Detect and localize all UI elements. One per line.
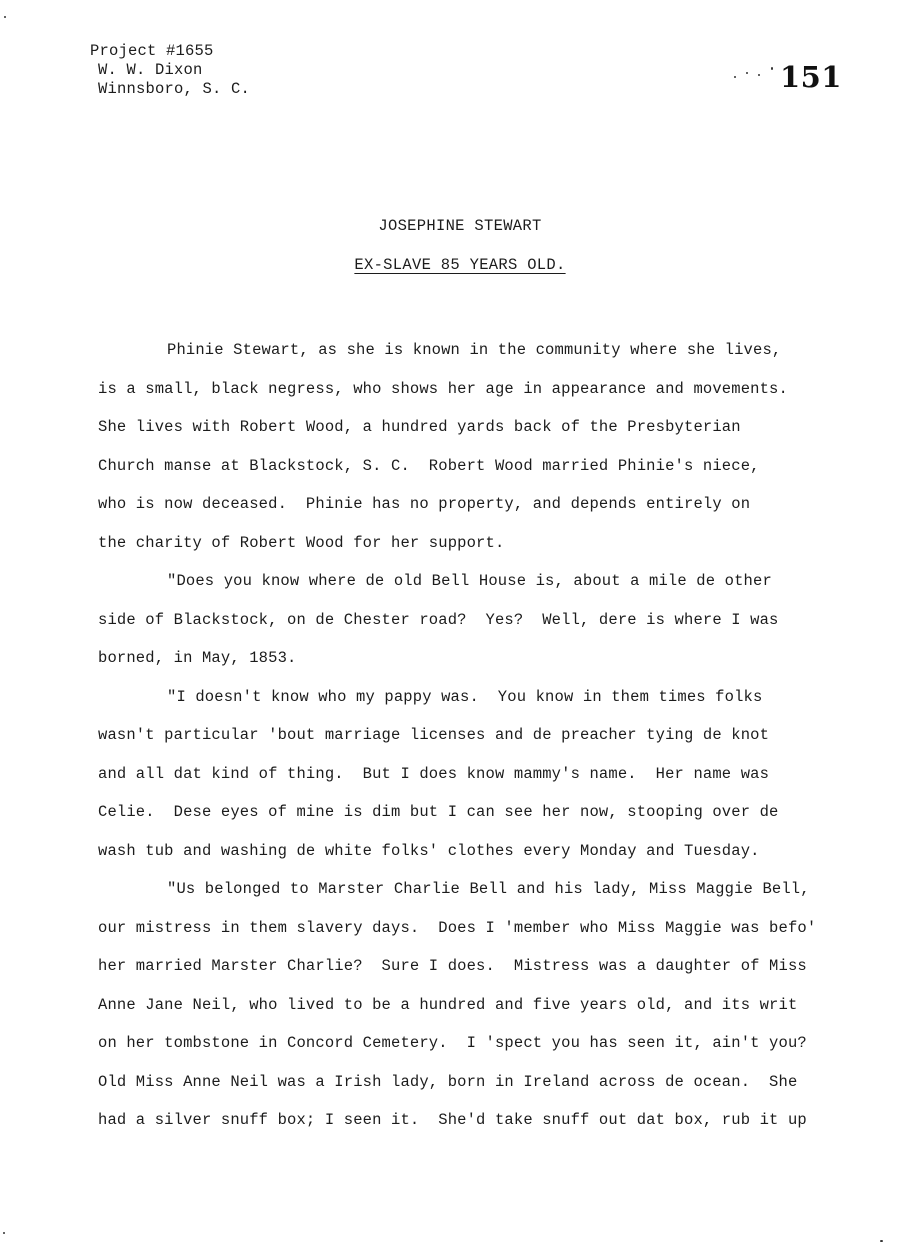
text-line: Church manse at Blackstock, S. C. Robert Wood married Phinie's niece, <box>98 456 760 475</box>
text-line: wash tub and washing de white folks' clothes every Monday and Tuesday. <box>98 841 760 860</box>
ink-speck <box>3 1232 5 1234</box>
text-line: who is now deceased. Phinie has no property, and depends entirely on <box>98 495 751 513</box>
text-line: her married Marster Charlie? Sure I does. Mistress was a daughter of Miss <box>98 957 807 975</box>
text-line: our mistress in them slavery days. Does I 'member who Miss Maggie was befo' <box>98 918 817 937</box>
text-line: Anne Jane Neil, who lived to be a hundred and five years old, and its writ <box>98 995 798 1014</box>
text-line: wasn't particular 'bout marriage licenses and de preacher tying de knot <box>98 726 770 744</box>
header-block <box>90 42 250 99</box>
text-line: is a small, black negress, who shows her age in appearance and movements. <box>98 379 788 398</box>
text-line: Celie. Dese eyes of mine is dim but I can see her now, stooping over de <box>98 803 779 821</box>
ink-speck <box>746 72 748 74</box>
text-line: borned, in May, 1853. <box>98 649 297 667</box>
body-text <box>98 331 838 1140</box>
document-title: JOSEPHINE STEWART <box>378 217 542 235</box>
text-line: side of Blackstock, on de Chester road? Yes? Well, dere is where I was <box>98 610 779 629</box>
text-line: Old Miss Anne Neil was a Irish lady, born in Ireland across de ocean. She <box>98 1072 798 1091</box>
ink-speck <box>4 16 6 18</box>
text-line: the charity of Robert Wood for her support. <box>98 533 505 552</box>
paragraph-first-line: "Does you know where de old Bell House is, about a mile de other <box>167 572 772 590</box>
document-subtitle-text: EX-SLAVE 85 YEARS OLD. <box>354 256 566 274</box>
author-name: W. W. Dixon <box>98 61 203 79</box>
text-line: on her tombstone in Concord Cemetery. I 'spect you has seen it, ain't you? <box>98 1034 807 1052</box>
paragraph-first-line: "I doesn't know who my pappy was. You know in them times folks <box>167 687 763 706</box>
paragraph-first-line: Phinie Stewart, as she is known in the community where she lives, <box>167 341 782 359</box>
text-line: and all dat kind of thing. But I does know mammy's name. Her name was <box>98 764 770 783</box>
document-subtitle <box>0 256 900 274</box>
ink-speck <box>734 76 736 78</box>
author-location: Winnsboro, S. C. <box>98 80 251 98</box>
page-number: 151 <box>779 60 842 94</box>
text-line: had a silver snuff box; I seen it. She'd take snuff out dat box, rub it up <box>98 1111 807 1129</box>
project-number: Project #1655 <box>90 42 214 60</box>
ink-speck <box>771 67 773 70</box>
ink-speck <box>880 1240 883 1242</box>
text-line: She lives with Robert Wood, a hundred yards back of the Presbyterian <box>98 418 741 436</box>
ink-speck <box>758 74 760 76</box>
paragraph-first-line: "Us belonged to Marster Charlie Bell and his lady, Miss Maggie Bell, <box>167 880 810 898</box>
